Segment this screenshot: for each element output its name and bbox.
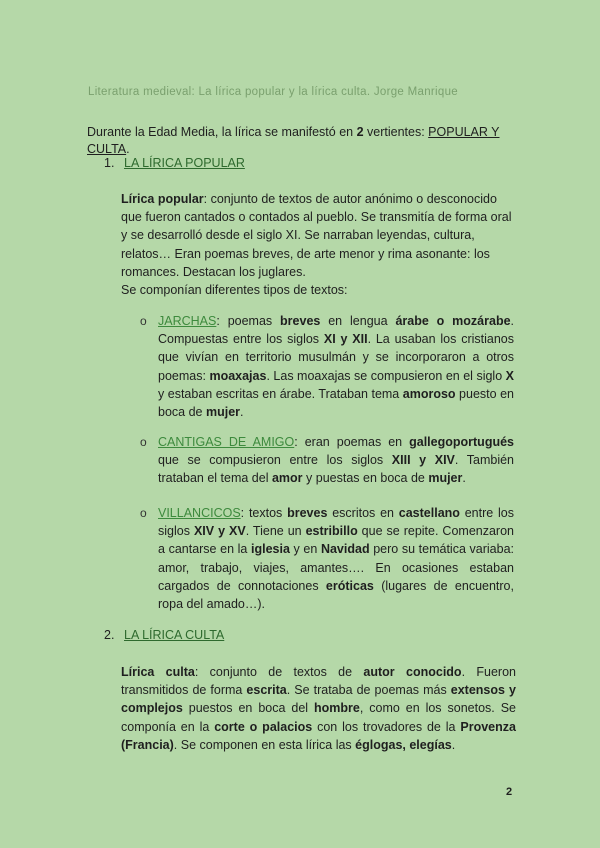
bold: églogas, elegías [355, 737, 452, 752]
definition-term: Lírica culta [121, 665, 195, 679]
definition-text: : conjunto de textos de autor anónimo o desconocido que fueron cantados o contados al pueblo. Se transmitía de forma oral y se desarrolló desde el siglo XI. Se narraban leyendas, cultura, relatos… Eran poemas breves, de arte menor y rima asonante: los romances. Destacan los juglares. [121, 192, 512, 279]
text: pero su temática variaba: amor, trabajo, viajes, amantes…. En ocasiones estaban cargados de connotaciones [158, 542, 515, 593]
text: . Compuestas entre los siglos [158, 314, 515, 347]
text: . Tiene un [245, 524, 306, 539]
popular-definition [121, 190, 516, 299]
text: . También trataban el tema del [158, 453, 515, 486]
text: con los trovadores de la [312, 719, 461, 734]
bold: breves [280, 314, 321, 328]
bold: escrita [246, 683, 287, 698]
types-intro: Se componían diferentes tipos de textos: [121, 283, 348, 298]
bold: amor [271, 471, 303, 486]
text: . [240, 405, 244, 420]
bold: corte o palacios [214, 719, 313, 734]
bold: X [505, 368, 515, 383]
bold: autor conocido [363, 665, 462, 679]
text: : eran poemas en [294, 435, 410, 449]
text: entre los siglos [158, 506, 514, 539]
bold: mujer [428, 471, 463, 486]
text: . [462, 471, 466, 486]
bold: XIII y XIV [391, 453, 455, 468]
text: . Se trataba de poemas más [286, 683, 451, 698]
text: : textos [240, 506, 288, 520]
text: : poemas [216, 314, 281, 328]
section-number: 2. [104, 628, 115, 642]
text: y puestas en boca de [302, 471, 429, 486]
bullet-villancicos [158, 504, 514, 613]
text: que se compusieron entre los siglos [158, 453, 392, 468]
text: y en [289, 542, 321, 557]
villancicos-term: VILLANCICOS [158, 506, 241, 520]
bold: estribillo [305, 524, 358, 539]
bold: castellano [398, 506, 460, 520]
bold: extensos y complejos [121, 683, 516, 716]
text: escritos en [327, 506, 399, 520]
bullet-jarchas [158, 312, 514, 421]
page-number: 2 [506, 786, 513, 798]
bullet-marker: o [140, 314, 147, 328]
bold: breves [287, 506, 328, 520]
text: y estaban escritas en árabe. Trataban tema [158, 386, 403, 401]
text: , como en los sonetos. Se componía en la [121, 701, 516, 734]
bullet-marker: o [140, 506, 147, 520]
bold: XIV y XV [193, 524, 246, 539]
text: . Se componen en esta lírica las [173, 737, 356, 752]
page-header: Literatura medieval: La lírica popular y la lírica culta. Jorge Manrique [88, 86, 458, 98]
bullet-marker: o [140, 435, 147, 449]
section-heading-popular [104, 155, 245, 172]
text: puesto en boca de [158, 386, 514, 420]
intro-paragraph [87, 124, 527, 158]
culta-definition [121, 663, 516, 754]
intro-text-end: . [126, 142, 130, 156]
bold: hombre [313, 701, 360, 716]
bold: Provenza (Francia) [121, 719, 516, 752]
jarchas-term: JARCHAS [158, 314, 217, 328]
text: . [451, 737, 456, 752]
bold: moaxajas [209, 368, 267, 383]
text: (lugares de encuentro, ropa del amado…). [158, 578, 514, 612]
text: . Las moaxajas se compusieron en el siglo [266, 368, 506, 383]
bold: mujer [205, 405, 241, 420]
bold: XI y XII [323, 332, 368, 347]
cantigas-term: CANTIGAS DE AMIGO [158, 435, 295, 449]
section-title: LA LÍRICA CULTA [124, 628, 225, 642]
text: : conjunto de textos de [194, 665, 364, 679]
text: . Fueron transmitidos de forma [121, 665, 516, 698]
intro-link: POPULAR Y CULTA [87, 125, 500, 156]
section-title: LA LÍRICA POPULAR [124, 156, 245, 170]
intro-text: Durante la Edad Media, la lírica se manifestó en [87, 125, 357, 139]
text: . La usaban los cristianos que vivían en territorio musulmán y se incorporaron a otros poemas: [158, 332, 514, 383]
section-number: 1. [104, 156, 115, 170]
bold: gallegoportugués [409, 435, 514, 449]
bold: amoroso [402, 386, 456, 401]
bold: eróticas [325, 578, 374, 593]
bullet-cantigas [158, 433, 514, 488]
bold: Navidad [320, 542, 370, 557]
text: en lengua [320, 314, 396, 328]
intro-text-middle: vertientes: [363, 125, 429, 139]
intro-number: 2 [356, 125, 364, 139]
bold: árabe o mozárabe [395, 314, 511, 328]
text: que se repite. Comenzaron a cantarse en la [158, 524, 514, 557]
section-heading-culta [104, 627, 224, 644]
text: puestos en boca del [182, 701, 314, 716]
bold: iglesia [251, 542, 290, 557]
definition-term: Lírica popular [121, 192, 204, 206]
